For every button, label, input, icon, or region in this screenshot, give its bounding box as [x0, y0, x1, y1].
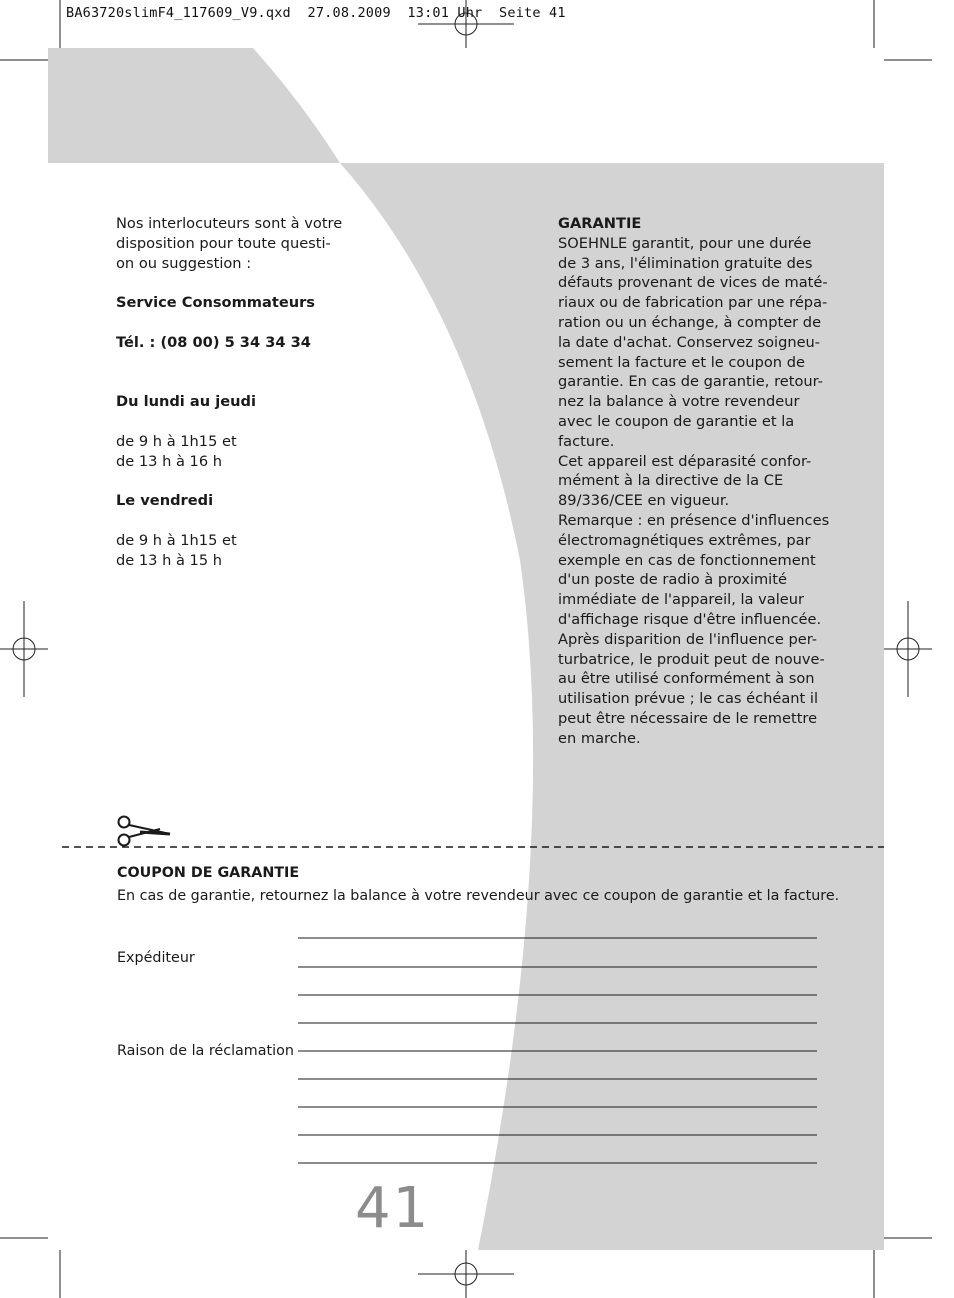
coupon-instructions: En cas de garantie, retournez la balance à votre revendeur avec ce coupon de garantie et la facture.	[117, 888, 840, 904]
warranty-line: immédiate de l'appareil, la valeur	[558, 591, 804, 609]
phone-number: Tél. : (08 00) 5 34 34 34	[116, 333, 311, 351]
file-slug-line: BA63720slimF4_117609_V9.qxd 27.08.2009 13:01 Uhr Seite 41	[66, 5, 566, 21]
intro-line: on ou suggestion :	[116, 254, 252, 272]
hours-line: de 9 h à 1h15 et	[116, 531, 237, 549]
friday-heading: Le vendredi	[116, 492, 214, 510]
crosshair-mark-icon	[0, 601, 48, 697]
warranty-line: avec le coupon de garantie et la	[558, 412, 795, 430]
top-grey-band	[48, 48, 340, 163]
scissors-icon	[119, 817, 171, 846]
warranty-line: mément à la directive de la CE	[558, 472, 784, 490]
service-heading: Service Consommateurs	[116, 294, 315, 312]
warranty-line: facture.	[558, 432, 615, 450]
hours-line: de 9 h à 1h15 et	[116, 432, 237, 450]
crosshair-mark-icon	[418, 1250, 514, 1298]
crosshair-mark-icon	[884, 601, 932, 697]
warranty-line: Cet appareil est déparasité confor-	[558, 452, 812, 470]
warranty-line: Après disparition de l'influence per-	[558, 630, 818, 648]
reason-label: Raison de la réclamation	[117, 1043, 294, 1059]
warranty-line: ration ou un échange, à compter de	[558, 313, 822, 331]
warranty-line: riaux ou de fabrication par une répa-	[558, 294, 828, 312]
hours-line: de 13 h à 16 h	[116, 452, 223, 470]
warranty-column	[558, 214, 838, 749]
sender-label: Expéditeur	[117, 950, 195, 966]
warranty-heading: GARANTIE	[558, 215, 642, 232]
intro-line: Nos interlocuteurs sont à votre	[116, 215, 343, 232]
warranty-line: en marche.	[558, 729, 641, 747]
warranty-line: au être utilisé conformément à son	[558, 670, 815, 688]
weekdays-heading: Du lundi au jeudi	[116, 393, 256, 411]
warranty-line: électromagnétiques extrêmes, par	[558, 531, 811, 549]
warranty-line: sement la facture et le coupon de	[558, 353, 805, 371]
warranty-line: Remarque : en présence d'influences	[558, 511, 830, 529]
warranty-line: défauts provenant de vices de maté-	[558, 274, 828, 292]
warranty-line: utilisation prévue ; le cas échéant il	[558, 690, 819, 708]
warranty-line: de 3 ans, l'élimination gratuite des	[558, 254, 813, 272]
intro-line: disposition pour toute questi-	[116, 234, 331, 252]
coupon-title: COUPON DE GARANTIE	[117, 865, 300, 881]
warranty-line: SOEHNLE garantit, pour une durée	[558, 234, 812, 252]
contact-column	[116, 214, 376, 570]
warranty-line: turbatrice, le produit peut de nouve-	[558, 650, 825, 668]
page-number: 41	[355, 1176, 431, 1241]
warranty-line: d'affichage risque d'être influencée.	[558, 610, 822, 628]
warranty-line: d'un poste de radio à proximité	[558, 571, 787, 589]
warranty-line: exemple en cas de fonctionnement	[558, 551, 816, 569]
warranty-line: la date d'achat. Conservez soigneu-	[558, 333, 821, 351]
warranty-line: garantie. En cas de garantie, retour-	[558, 373, 823, 391]
hours-line: de 13 h à 15 h	[116, 551, 223, 569]
warranty-line: nez la balance à votre revendeur	[558, 393, 800, 411]
warranty-line: 89/336/CEE en vigueur.	[558, 492, 730, 510]
warranty-line: peut être nécessaire de le remettre	[558, 709, 818, 727]
